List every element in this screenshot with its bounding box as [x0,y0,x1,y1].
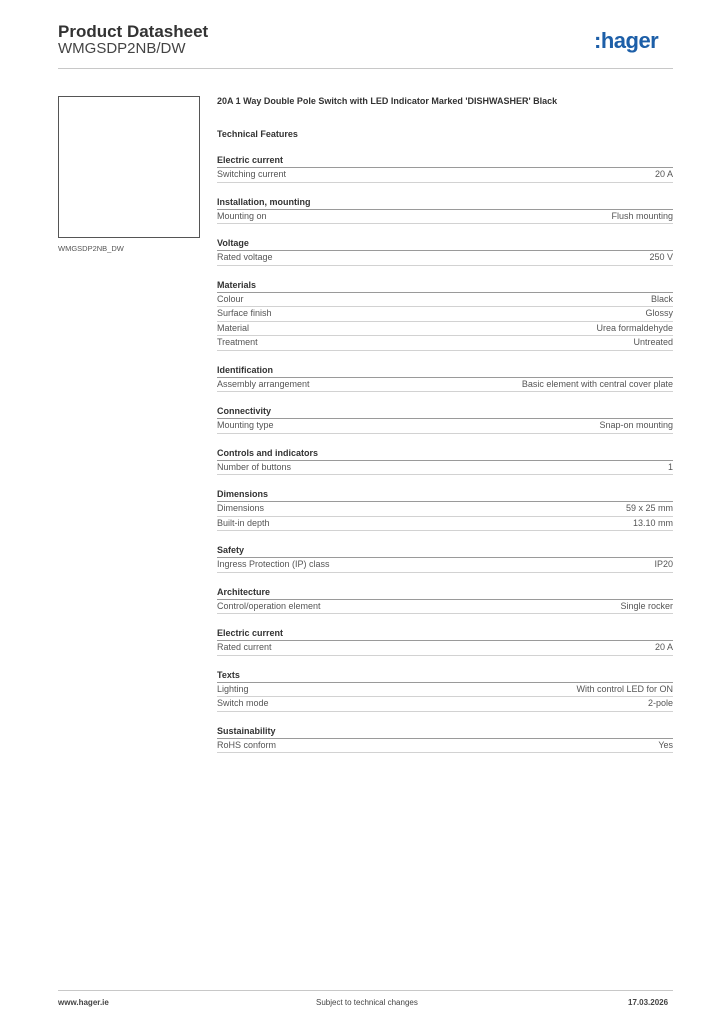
feature-label: Mounting type [217,420,274,430]
feature-row [217,307,673,322]
feature-label: Number of buttons [217,461,292,472]
feature-label: Control/operation element [217,600,321,611]
feature-label: Dimensions [217,503,265,513]
feature-group [217,406,673,434]
feature-row [217,293,673,308]
feature-value: 59 x 25 mm [625,503,673,513]
group-title: Texts [217,670,673,683]
feature-value: 20 A [654,642,673,652]
feature-value: Yes [658,739,673,750]
content [217,96,673,753]
feature-value: Black [650,293,673,304]
feature-group [217,489,673,531]
page-title: Product Datasheet [58,22,209,41]
feature-value: Snap-on mounting [599,420,673,430]
feature-group [217,670,673,712]
feature-row [217,322,673,337]
feature-value: Urea formaldehyde [596,322,673,333]
feature-group [217,197,673,225]
header-divider [58,68,673,69]
group-title: Dimensions [217,489,673,502]
feature-label: RoHS conform [217,739,277,750]
feature-label: Material [217,322,250,333]
feature-label: Switching current [217,169,287,179]
product-image [58,96,200,238]
feature-label: Surface finish [217,308,272,318]
feature-row [217,697,673,712]
group-title: Electric current [217,628,673,641]
feature-value: 2-pole [647,698,673,708]
feature-group [217,280,673,351]
feature-label: Built-in depth [217,517,270,528]
feature-label: Switch mode [217,698,269,708]
group-title: Controls and indicators [217,448,673,461]
group-title: Connectivity [217,406,673,419]
feature-value: 1 [667,461,673,472]
hager-logo: :hager [594,28,659,53]
product-title: 20A 1 Way Double Pole Switch with LED Indicator Marked 'DISHWASHER' Black [217,96,558,106]
group-title: Voltage [217,238,673,251]
feature-value: Flush mounting [611,210,673,221]
feature-value: With control LED for ON [576,683,673,694]
feature-group [217,238,673,266]
feature-row [217,419,673,434]
feature-row [217,739,673,754]
feature-row [217,378,673,393]
product-code: WMGSDP2NB/DW [58,40,186,57]
feature-row [217,600,673,615]
feature-value: Basic element with central cover plate [521,378,673,389]
feature-row [217,517,673,532]
group-title: Sustainability [217,726,673,739]
feature-value: 13.10 mm [632,517,673,528]
feature-row [217,251,673,266]
footer-date: 17.03.2026 [628,998,669,1007]
feature-label: Assembly arrangement [217,378,310,389]
group-title: Materials [217,280,673,293]
feature-group [217,448,673,476]
logo-text: hager [600,28,659,53]
feature-value: 250 V [649,252,673,262]
feature-group [217,628,673,656]
feature-row [217,168,673,183]
footer-divider [58,990,673,991]
feature-label: Ingress Protection (IP) class [217,559,330,569]
feature-label: Rated current [217,642,272,652]
feature-group [217,155,673,183]
group-title: Electric current [217,155,673,168]
feature-row [217,683,673,698]
feature-groups [217,155,673,753]
feature-row [217,210,673,225]
feature-row [217,558,673,573]
group-title: Safety [217,545,673,558]
group-title: Installation, mounting [217,197,673,210]
feature-row [217,461,673,476]
feature-value: Single rocker [620,600,673,611]
feature-value: IP20 [654,559,673,569]
feature-label: Lighting [217,683,249,694]
feature-label: Treatment [217,337,258,347]
image-caption: WMGSDP2NB_DW [58,244,124,253]
feature-value: 20 A [654,169,673,179]
footer-website[interactable]: www.hager.ie [58,998,109,1007]
feature-group [217,365,673,393]
feature-group [217,545,673,573]
feature-label: Mounting on [217,210,267,221]
feature-value: Glossy [645,308,673,318]
feature-group [217,726,673,754]
group-title: Architecture [217,587,673,600]
feature-row [217,336,673,351]
feature-value: Untreated [633,337,673,347]
feature-label: Colour [217,293,244,304]
features-title: Technical Features [217,129,298,139]
footer-notice: Subject to technical changes [316,998,418,1007]
group-title: Identification [217,365,673,378]
feature-label: Rated voltage [217,252,273,262]
feature-row [217,641,673,656]
feature-row [217,502,673,517]
feature-group [217,587,673,615]
